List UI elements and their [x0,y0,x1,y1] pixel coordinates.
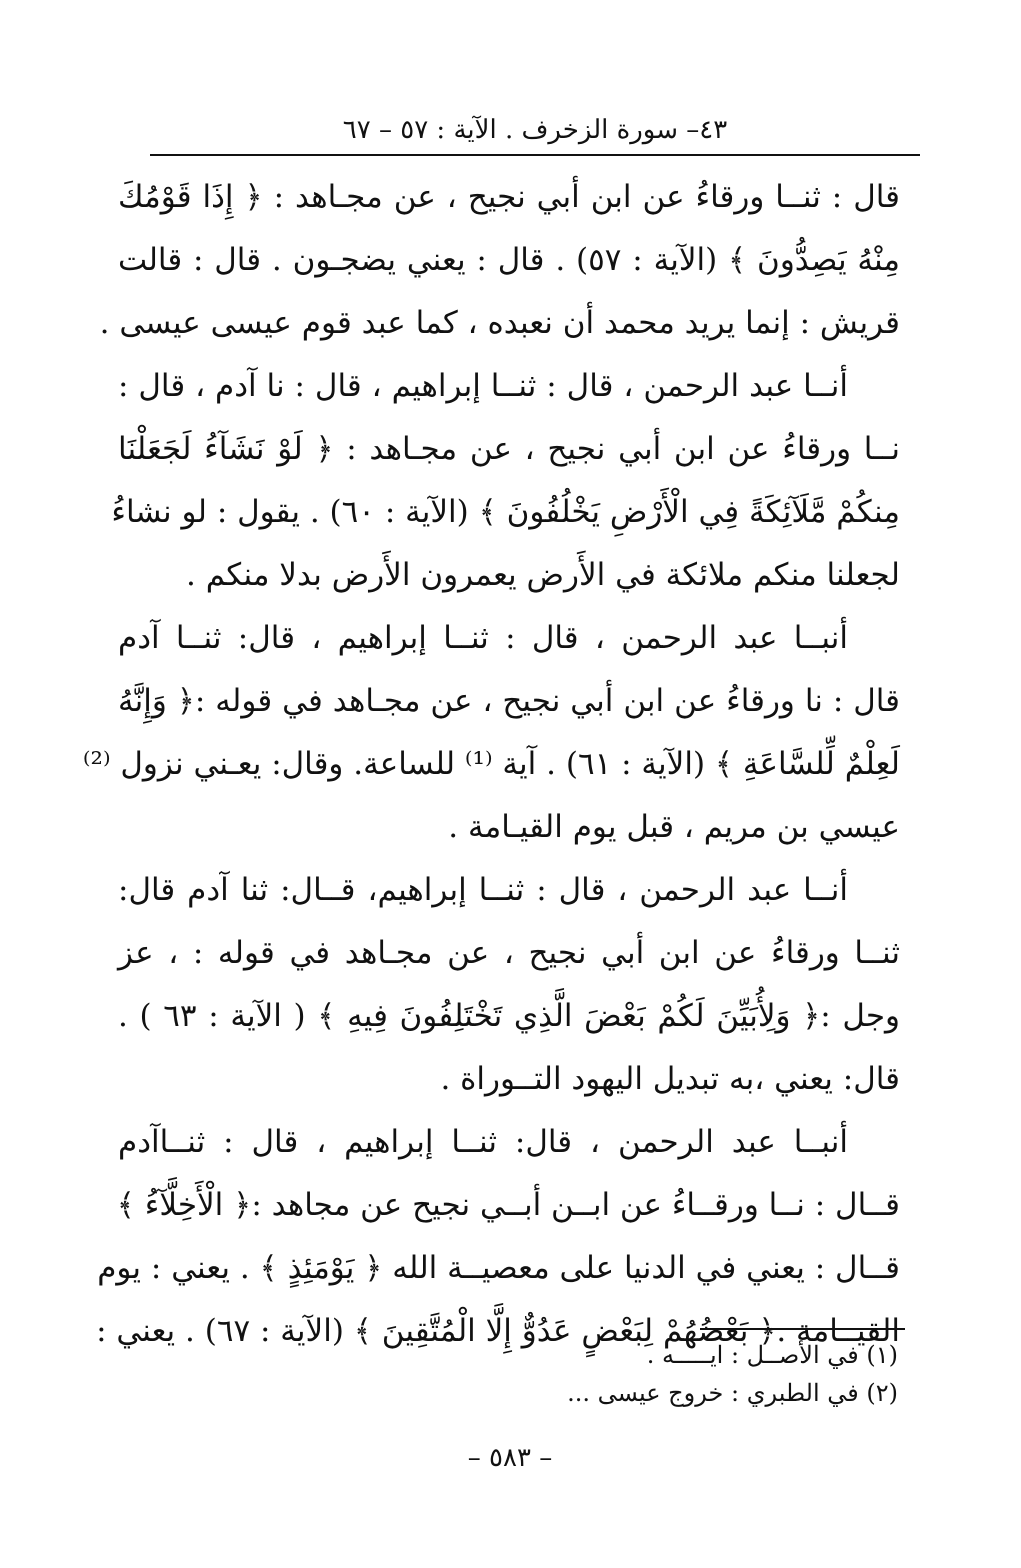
text-line: ثنــا ورقاءُ عن ابن أبي نجيح ، عن مجـاهد في قوله : ، عز [118,935,900,971]
footnote-2: (٢) في الطبري : خروج عيسى ... [567,1379,898,1407]
text-line: وجل :﴿ وَلِأُبَيِّنَ لَكُمْ بَعْضَ الَّذِي تَخْتَلِفُونَ فِيهِ ﴾ ( الآية : ٦٣ ) . [118,998,900,1034]
text-line: عيسي بن مريم ، قبل يوم القيـامة . [448,809,900,845]
paragraph-2 [111,355,900,607]
text-line: قريش : إنما يريد محمد أن نعبده ، كما عبد قوم عيسى عيسى . [99,305,900,341]
paragraph-4 [118,859,900,1111]
running-header: ٤٣– سورة الزخرف . الآية : ٥٧ – ٦٧ [342,115,728,145]
text-line: أنبــا عبد الرحمن ، قال: ثنــا إبراهيم ، قال : ثنــاآدم [118,1124,848,1160]
text-line: أنــا عبد الرحمن ، قال : ثنــا إبراهيم ، قال : نا آدم ، قال : [118,368,848,404]
text-line: أنــا عبد الرحمن ، قال : ثنــا إبراهيم، قــال: ثنا آدم قال: [118,872,848,908]
paragraph-5 [96,1111,900,1363]
footnote-divider [700,1328,905,1330]
page-number: – ٥٨٣ – [467,1443,553,1473]
text-line: قال: يعني ،به تبديل اليهود التــوراة . [440,1061,900,1097]
text-line: نــا ورقاءُ عن ابن أبي نجيح ، عن مجـاهد : ﴿ لَوْ نَشَآءُ لَجَعَلْنَا [118,431,900,467]
footnote-1: (١) في الأصــل : ايـــــه . [646,1341,898,1369]
text-line: قال : ثنــا ورقاءُ عن ابن أبي نجيح ، عن مجـاهد : ﴿ إِذَا قَوْمُكَ [118,179,900,215]
text-line: قال : نا ورقاءُ عن ابن أبي نجيح ، عن مجـاهد في قوله :﴿ وَإِنَّهُ [118,683,900,719]
paragraph-1 [99,166,900,355]
paragraph-3 [82,607,900,859]
text-line: قــال : نــا ورقــاءُ عن ابــن أبــي نجيح عن مجاهد :﴿ الْأَخِلَّآءُ ﴾ [116,1187,900,1223]
main-text [82,166,900,1363]
text-line: قــال : يعني في الدنيا على معصيــة الله ﴿ يَوْمَئِذٍ ﴾ . يعني : يوم [97,1250,900,1286]
text-line: لجعلنا منكم ملائكة في الأَرض يعمرون الأَرض بدلا منكم . [186,557,900,593]
text-line: لَعِلْمٌ لِّلسَّاعَةِ ﴾ (الآية : ٦١) . آية ⁽¹⁾ للساعة. وقال: يعـني نزول ⁽²⁾ [82,746,900,782]
text-line: أنبــا عبد الرحمن ، قال : ثنــا إبراهيم ، قال: ثنــا آدم [118,620,848,656]
header-divider [150,154,920,156]
footnotes [400,1336,898,1412]
text-line: مِنكُمْ مَّلَآئِكَةً فِي الْأَرْضِ يَخْلُفُونَ ﴾ (الآية : ٦٠) . يقول : لو نشاءُ [111,494,900,530]
text-line: القيــامة .﴿ بَعْضُهُمْ لِبَعْضٍ عَدُوٌّ إِلَّا الْمُتَّقِينَ ﴾ (الآية : ٦٧) . يعني : [96,1313,900,1349]
text-line: مِنْهُ يَصِدُّونَ ﴾ (الآية : ٥٧) . قال : يعني يضجـون . قال : قالت [118,242,900,278]
